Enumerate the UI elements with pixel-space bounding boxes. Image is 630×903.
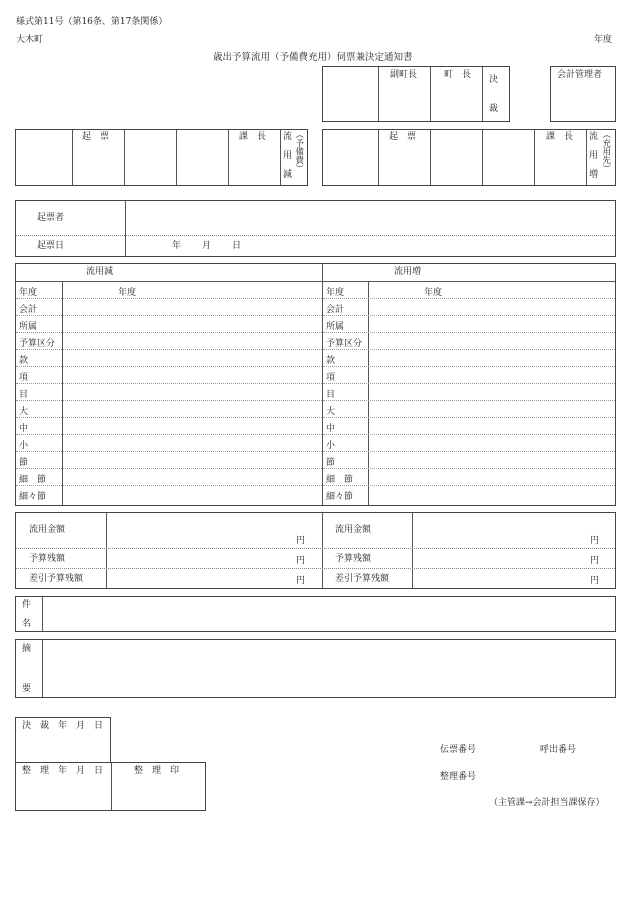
subject-box	[15, 596, 616, 632]
drafter-label: 起票者	[37, 213, 65, 223]
stamp-strip-decrease	[15, 129, 308, 186]
decrease-rows	[16, 282, 322, 505]
net-balance-label: 差引予算残額	[29, 574, 84, 584]
table-row: 大	[16, 401, 322, 418]
chief-stamp-label: 課 長	[546, 132, 574, 142]
table-row: 中	[16, 418, 322, 435]
chief-stamp-label: 課 長	[239, 132, 267, 142]
summary-box	[15, 639, 616, 698]
yen-unit: 円	[296, 536, 306, 546]
arrange-date-label: 整 理 年 月 日	[22, 766, 104, 776]
vice-mayor-label: 副町長	[390, 70, 418, 80]
table-row: 予算区分	[16, 333, 322, 350]
decision-label-2: 裁	[489, 104, 499, 114]
storage-note: （主管課→会計担当課保存）	[489, 798, 605, 808]
yen-unit: 円	[590, 556, 600, 566]
table-row: 中	[323, 418, 615, 435]
table-row: 項	[323, 367, 615, 384]
draft-date-label: 起票日	[37, 241, 65, 251]
table-row: 細 節	[16, 469, 322, 486]
budget-balance-label: 予算残額	[29, 554, 66, 564]
fiscal-year-label: 年度	[594, 35, 613, 45]
side-label-1: 流	[283, 132, 293, 142]
net-balance-label: 差引予算残額	[335, 574, 390, 584]
increase-header: 流用増	[394, 267, 422, 277]
table-row: 会計	[323, 299, 615, 316]
yen-unit: 円	[590, 576, 600, 586]
side-paren-label: （充用先）	[600, 130, 611, 173]
table-row: 所属	[16, 316, 322, 333]
drafter-stamp-label: 起 票	[82, 132, 110, 142]
arrange-seal-label: 整 理 印	[134, 766, 180, 776]
table-row: 款	[323, 350, 615, 367]
table-row: 目	[323, 384, 615, 401]
table-row: 大	[323, 401, 615, 418]
side-label-3: 減	[283, 170, 293, 180]
transfer-amount-label: 流用金額	[335, 525, 372, 535]
table-row: 款	[16, 350, 322, 367]
table-row: 会計	[16, 299, 322, 316]
table-row: 細々節	[326, 492, 354, 502]
drafter-stamp-label: 起 票	[389, 132, 417, 142]
side-label-3: 増	[589, 170, 599, 180]
side-label-2: 用	[589, 151, 599, 161]
budget-table	[15, 263, 616, 506]
budget-balance-label: 予算残額	[335, 554, 372, 564]
table-row: 細々節	[19, 492, 47, 502]
slip-number-label: 伝票番号	[440, 745, 477, 755]
amounts-box	[15, 512, 616, 589]
decision-date-box	[15, 717, 111, 763]
side-paren-label: （予備費）	[293, 130, 304, 173]
table-row: 節	[323, 452, 615, 469]
transfer-amount-label: 流用金額	[29, 525, 66, 535]
table-row: 小	[16, 435, 322, 452]
date-day-label: 日	[232, 241, 242, 251]
side-label-1: 流	[589, 132, 599, 142]
table-row: 年度 年度	[323, 282, 615, 299]
subject-label-1: 件	[22, 600, 32, 610]
accounting-manager-label: 会計管理者	[557, 70, 603, 80]
table-row: 細 節	[323, 469, 615, 486]
decision-date-label: 決 裁 年 月 日	[22, 721, 104, 731]
table-row: 小	[323, 435, 615, 452]
mayor-label: 町 長	[444, 70, 472, 80]
table-row: 予算区分	[323, 333, 615, 350]
subject-label-2: 名	[22, 619, 32, 629]
page-title: 歳出予算流用（予備費充用）伺票兼決定通知書	[213, 52, 413, 63]
stamp-strip-increase	[322, 129, 616, 186]
drafter-box	[15, 200, 616, 257]
approval-box	[322, 66, 510, 122]
accounting-manager-box	[550, 66, 616, 122]
side-label-2: 用	[283, 151, 293, 161]
table-row: 目	[16, 384, 322, 401]
table-row: 項	[16, 367, 322, 384]
summary-label-1: 摘	[22, 644, 32, 654]
yen-unit: 円	[590, 536, 600, 546]
arrange-box	[15, 762, 206, 811]
date-year-label: 年	[172, 241, 182, 251]
yen-unit: 円	[296, 556, 306, 566]
table-row: 節	[16, 452, 322, 469]
arrange-number-label: 整理番号	[440, 772, 477, 782]
decrease-header: 流用減	[86, 267, 114, 277]
decision-label-1: 決	[489, 75, 499, 85]
call-number-label: 呼出番号	[540, 745, 577, 755]
town-name: 大木町	[16, 35, 44, 45]
table-row: 所属	[323, 316, 615, 333]
table-row: 年度 年度	[16, 282, 322, 299]
form-number: 様式第11号（第16条、第17条関係）	[16, 17, 168, 27]
yen-unit: 円	[296, 576, 306, 586]
summary-label-2: 要	[22, 684, 32, 694]
increase-rows	[323, 282, 615, 505]
date-month-label: 月	[202, 241, 212, 251]
